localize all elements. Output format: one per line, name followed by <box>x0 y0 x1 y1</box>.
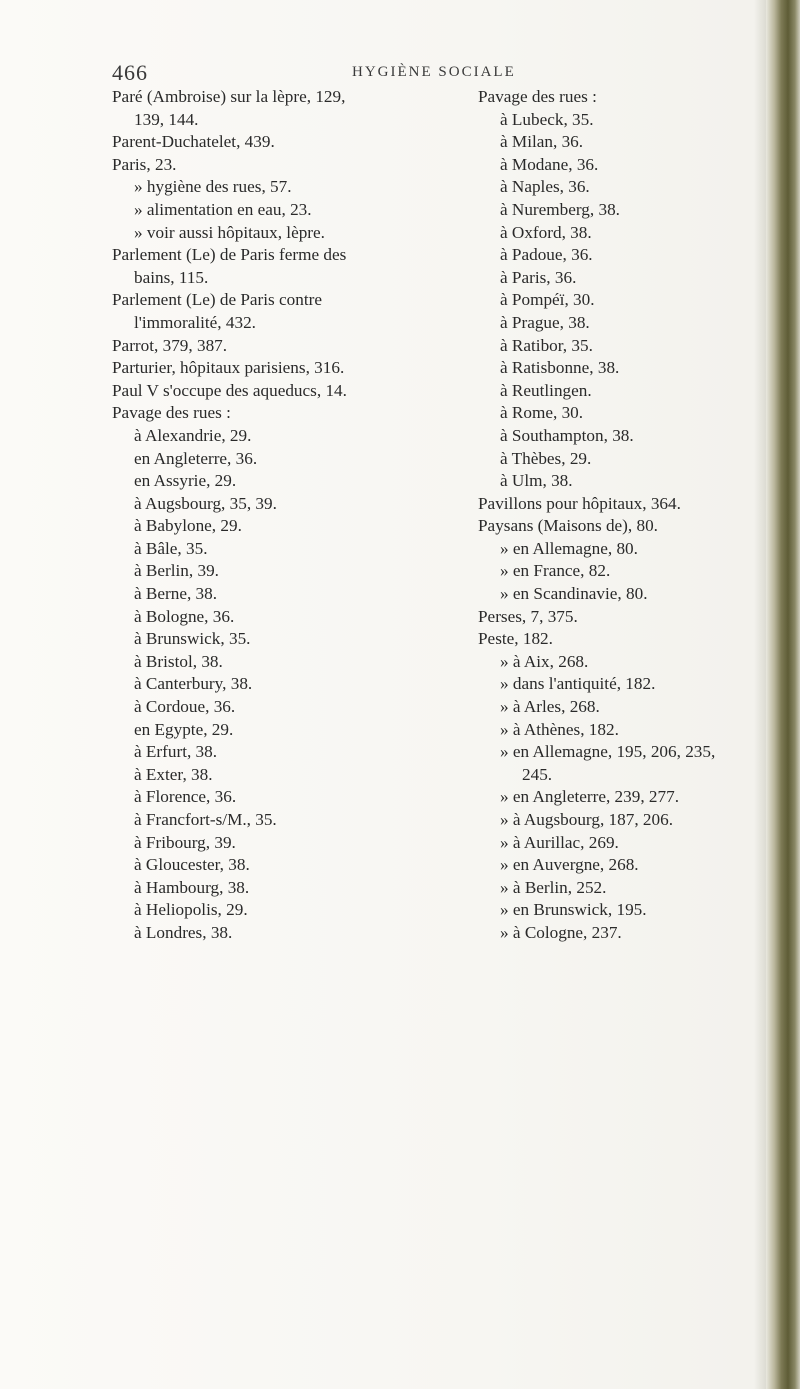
index-entry: à Bâle, 35. <box>134 538 208 558</box>
index-entry: à Alexandrie, 29. <box>134 425 252 445</box>
index-entry: Parlement (Le) de Paris contre <box>112 290 322 310</box>
index-entry: à Heliopolis, 29. <box>134 900 248 920</box>
index-entry: en Angleterre, 36. <box>134 448 258 468</box>
index-entry: » en Auvergne, 268. <box>500 855 639 875</box>
index-entry: Pavage des rues : <box>478 87 597 106</box>
index-entry: » en Scandinavie, 80. <box>500 584 648 604</box>
index-entry: à Gloucester, 38. <box>134 855 250 875</box>
index-entry: à Oxford, 38. <box>500 222 592 242</box>
index-entry: » en Angleterre, 239, 277. <box>500 787 679 807</box>
index-entry: Parrot, 379, 387. <box>112 335 228 355</box>
index-entry: bains, 115. <box>134 267 209 287</box>
index-column-right <box>478 86 768 945</box>
index-entry: Paris, 23. <box>112 154 177 174</box>
index-entry: à Rome, 30. <box>500 403 584 423</box>
index-entry: » alimentation en eau, 23. <box>134 199 312 219</box>
running-title: HYGIÈNE SOCIALE <box>352 64 516 80</box>
index-entry: Paul V s'occupe des aqueducs, 14. <box>112 380 347 400</box>
index-entry: à Berlin, 39. <box>134 561 219 581</box>
index-entry: Paysans (Maisons de), 80. <box>478 516 658 536</box>
index-entry: » voir aussi hôpitaux, lèpre. <box>134 222 325 242</box>
index-entry: » à Augsbourg, 187, 206. <box>500 810 673 829</box>
page-gutter-shadow <box>754 0 766 1389</box>
index-entry: à Ulm, 38. <box>500 471 573 491</box>
index-entry: » à Athènes, 182. <box>500 719 619 739</box>
index-entry: Pavage des rues : <box>112 403 231 423</box>
index-entry: 139, 144. <box>134 109 199 129</box>
book-edge <box>766 0 800 1389</box>
index-entry: à Francfort-s/M., 35. <box>134 810 277 829</box>
index-entry: » en Allemagne, 195, 206, 235, <box>500 742 716 762</box>
page-number: 466 <box>112 60 148 85</box>
index-entry: à Naples, 36. <box>500 177 590 197</box>
index-entry: à Florence, 36. <box>134 787 237 807</box>
index-entry: à Canterbury, 38. <box>134 674 253 694</box>
index-entry: » dans l'antiquité, 182. <box>500 674 656 694</box>
index-entry: à Ratisbonne, 38. <box>500 358 620 378</box>
index-entry: Parturier, hôpitaux parisiens, 316. <box>112 358 345 378</box>
index-entry: à Exter, 38. <box>134 764 213 784</box>
index-entry: à Pompéï, 30. <box>500 290 595 310</box>
index-entry: Parlement (Le) de Paris ferme des <box>112 245 347 265</box>
index-entry: à Nuremberg, 38. <box>500 199 620 219</box>
index-entry: à Erfurt, 38. <box>134 742 218 762</box>
index-entry: à Augsbourg, 35, 39. <box>134 493 277 513</box>
index-entry: 245. <box>522 764 553 784</box>
index-entry: à Fribourg, 39. <box>134 832 236 852</box>
index-entry: » à Cologne, 237. <box>500 922 622 942</box>
index-entry: à Lubeck, 35. <box>500 109 594 129</box>
index-entry: » à Arles, 268. <box>500 697 600 717</box>
index-entry: à Brunswick, 35. <box>134 629 251 649</box>
index-entry: » à Aurillac, 269. <box>500 832 619 852</box>
index-entry: » hygiène des rues, 57. <box>134 177 292 197</box>
index-entry: à Hambourg, 38. <box>134 877 250 897</box>
index-entry: à Babylone, 29. <box>134 516 242 536</box>
index-entry: à Cordoue, 36. <box>134 697 236 717</box>
index-entry: à Prague, 38. <box>500 312 590 332</box>
index-entry: » à Aix, 268. <box>500 651 589 671</box>
index-entry: en Assyrie, 29. <box>134 471 237 491</box>
index-entry: à Bristol, 38. <box>134 651 223 671</box>
index-entry: Paré (Ambroise) sur la lèpre, 129, <box>112 87 346 106</box>
index-entry: Perses, 7, 375. <box>478 606 578 626</box>
index-entry: » en Allemagne, 80. <box>500 538 638 558</box>
index-entry: à Bologne, 36. <box>134 606 235 626</box>
index-entry: à Paris, 36. <box>500 267 577 287</box>
index-entry: à Berne, 38. <box>134 584 218 604</box>
index-entry: à Southampton, 38. <box>500 425 634 445</box>
index-entry: à Milan, 36. <box>500 132 584 152</box>
index-entry: Peste, 182. <box>478 629 553 649</box>
index-entry: l'immoralité, 432. <box>134 312 256 332</box>
index-column-left <box>112 86 442 945</box>
index-entry: à Reutlingen. <box>500 380 592 400</box>
index-entry: à Padoue, 36. <box>500 245 593 265</box>
index-entry: » à Berlin, 252. <box>500 877 607 897</box>
index-entry: en Egypte, 29. <box>134 719 234 739</box>
index-entry: Pavillons pour hôpitaux, 364. <box>478 493 681 513</box>
index-entry: » en France, 82. <box>500 561 611 581</box>
index-entry: à Thèbes, 29. <box>500 448 592 468</box>
index-entry: » en Brunswick, 195. <box>500 900 647 920</box>
index-entry: Parent-Duchatelet, 439. <box>112 132 275 152</box>
index-entry: à Ratibor, 35. <box>500 335 593 355</box>
index-entry: à Londres, 38. <box>134 922 233 942</box>
index-entry: à Modane, 36. <box>500 154 599 174</box>
